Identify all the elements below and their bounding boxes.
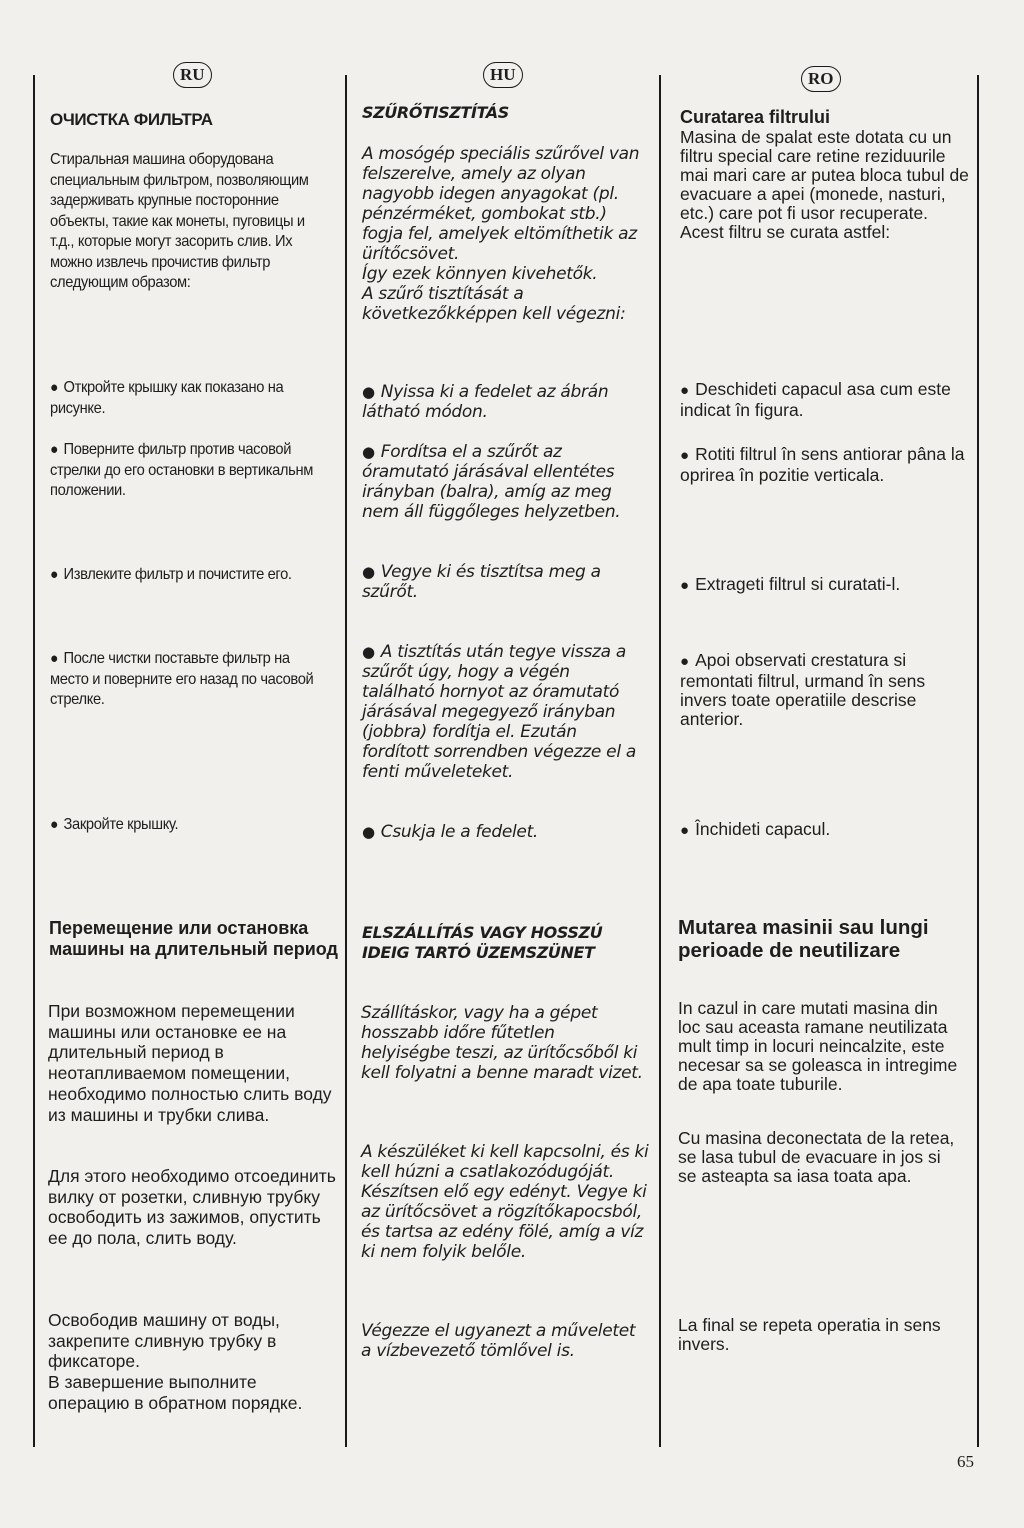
ro-step-5: ● Închideti capacul.	[680, 820, 970, 841]
hu-intro: A mosógép speciális szűrővel van felszerelve, amely az olyan nagyobb idegen anyagokat (pl. pénzérméket, gombokat stb.) fogja fel, amelyek eltömíthetik az ürítőcsövet. Így ezek könnyen kivehetők. A szűrő tisztítását a következőkképpen kell végezni:	[362, 144, 640, 324]
ru-step-5: ● Закройте крышку.	[50, 815, 326, 836]
ru-paragraph-3: Освободив машину от воды, закрепите сливную трубку в фиксаторе. В завершение выполните операцию в обратном порядке.	[48, 1310, 303, 1413]
column-divider-mid-1	[345, 75, 347, 1447]
hu-step-5: ● Csukja le a fedelet.	[362, 822, 642, 842]
hu-section-title: SZŰRŐTISZTÍTÁS	[362, 103, 509, 122]
ru-paragraph-1: При возможном перемещении машины или остановке ее на длительный период в неотапливаемом помещении, необходимо полностью слить воду из машины и трубки слива.	[48, 1001, 332, 1125]
ru-step-3: ● Извлеките фильтр и почистите его.	[50, 565, 326, 586]
column-divider-right	[977, 75, 979, 1447]
ro-language-badge: RO	[801, 66, 841, 92]
ro-step-4: ● Apoi observati crestatura si remontati filtrul, urmand în sens invers toate operatiile descrise anterior.	[680, 651, 965, 729]
ro-paragraph-1: In cazul in care mutati masina din loc sau aceasta ramane neutilizata mult timp in locuri neincalzite, este necesar sa se goleasca in intregime de apa toate tuburile.	[678, 998, 958, 1094]
ru-language-badge: RU	[173, 62, 212, 88]
ru-step-4: ● После чистки поставьте фильтр на место и поверните его назад по часовой стрелке.	[50, 649, 326, 711]
ru-step-1: ● Откройте крышку как показано на рисунке.	[50, 378, 335, 419]
hu-language-badge: HU	[483, 62, 523, 88]
ro-paragraph-3: La final se repeta operatia in sens invers.	[678, 1315, 941, 1354]
ro-section-title: Curatarea filtrului	[680, 107, 831, 127]
ru-step-2: ● Поверните фильтр против часовой стрелки до его остановки в вертикальнм положении.	[50, 440, 326, 502]
hu-paragraph-1: Szállításkor, vagy ha a gépet hosszabb időre fűtetlen helyiségbe teszi, az ürítőcsőből ki kell folyatni a benne maradt vizet.	[361, 1003, 643, 1083]
ru-section-title-2: Перемещение или остановка машины на длительный период	[49, 918, 338, 959]
hu-step-1: ● Nyissa ki a fedelet az ábrán látható módon.	[362, 382, 642, 422]
ro-section-title-2: Mutarea masinii sau lungi perioade de neutilizare	[678, 916, 929, 962]
hu-step-3: ● Vegye ki és tisztítsa meg a szűrőt.	[362, 562, 647, 602]
ru-section-title: ОЧИСТКА ФИЛЬТРА	[50, 110, 213, 129]
hu-paragraph-2: A készüléket ki kell kapcsolni, és ki kell húzni a csatlakozódugóját. Készítsen elő egy edényt. Vegye ki az ürítőcsövet a rögzítőkapocsból, és tartsa az edény fölé, amíg a víz ki nem folyik belőle.	[361, 1142, 649, 1262]
ro-step-2: ● Rotiti filtrul în sens antiorar pâna la oprirea în pozitie verticala.	[680, 445, 965, 485]
column-divider-mid-2	[659, 75, 661, 1447]
hu-step-2: ● Fordítsa el a szűrőt az óramutató járásával ellentétes irányban (balra), amíg az meg nem áll függőleges helyzetben.	[362, 442, 642, 522]
ro-paragraph-2: Cu masina deconectata de la retea, se lasa tubul de evacuare in jos si se asteapta sa iasa toata apa.	[678, 1128, 955, 1186]
hu-section-title-2: ELSZÁLLÍTÁS VAGY HOSSZÚ IDEIG TARTÓ ÜZEMSZÜNET	[362, 923, 603, 962]
ro-step-3: ● Extrageti filtrul si curatati-l.	[680, 575, 970, 596]
column-divider-left	[33, 75, 35, 1447]
ru-paragraph-2: Для этого необходимо отсоединить вилку от розетки, сливную трубку освободить из зажимов, опустить ее до пола, слить воду.	[48, 1166, 336, 1249]
ro-step-1: ● Deschideti capacul asa cum este indicat în figura.	[680, 380, 970, 420]
ro-intro: Masina de spalat este dotata cu un filtru special care retine reziduurile mai mari care ar putea bloca tubul de evacuare a apei (monede, nasturi, etc.) care pot fi usor recuperate. Acest filtru se curata astfel:	[680, 127, 969, 242]
hu-paragraph-3: Végezze el ugyanezt a műveletet a vízbevezető tömlővel is.	[361, 1321, 636, 1361]
ru-intro: Стиральная машина оборудована специальным фильтром, позволяющим задерживать крупные посторонние объекты, такие как монеты, пуговицы и т.д., которые могут засорить слив. Их можно извлечь прочистив фильтр следующим образом:	[50, 151, 309, 291]
hu-step-4: ● A tisztítás után tegye vissza a szűrőt úgy, hogy a végén található hornyot az óramutató járásával megegyező irányban (jobbra) fordítja el. Ezután fordított sorrendben végezze el a fenti műveleteket.	[362, 642, 647, 782]
page-number: 65	[957, 1452, 974, 1471]
